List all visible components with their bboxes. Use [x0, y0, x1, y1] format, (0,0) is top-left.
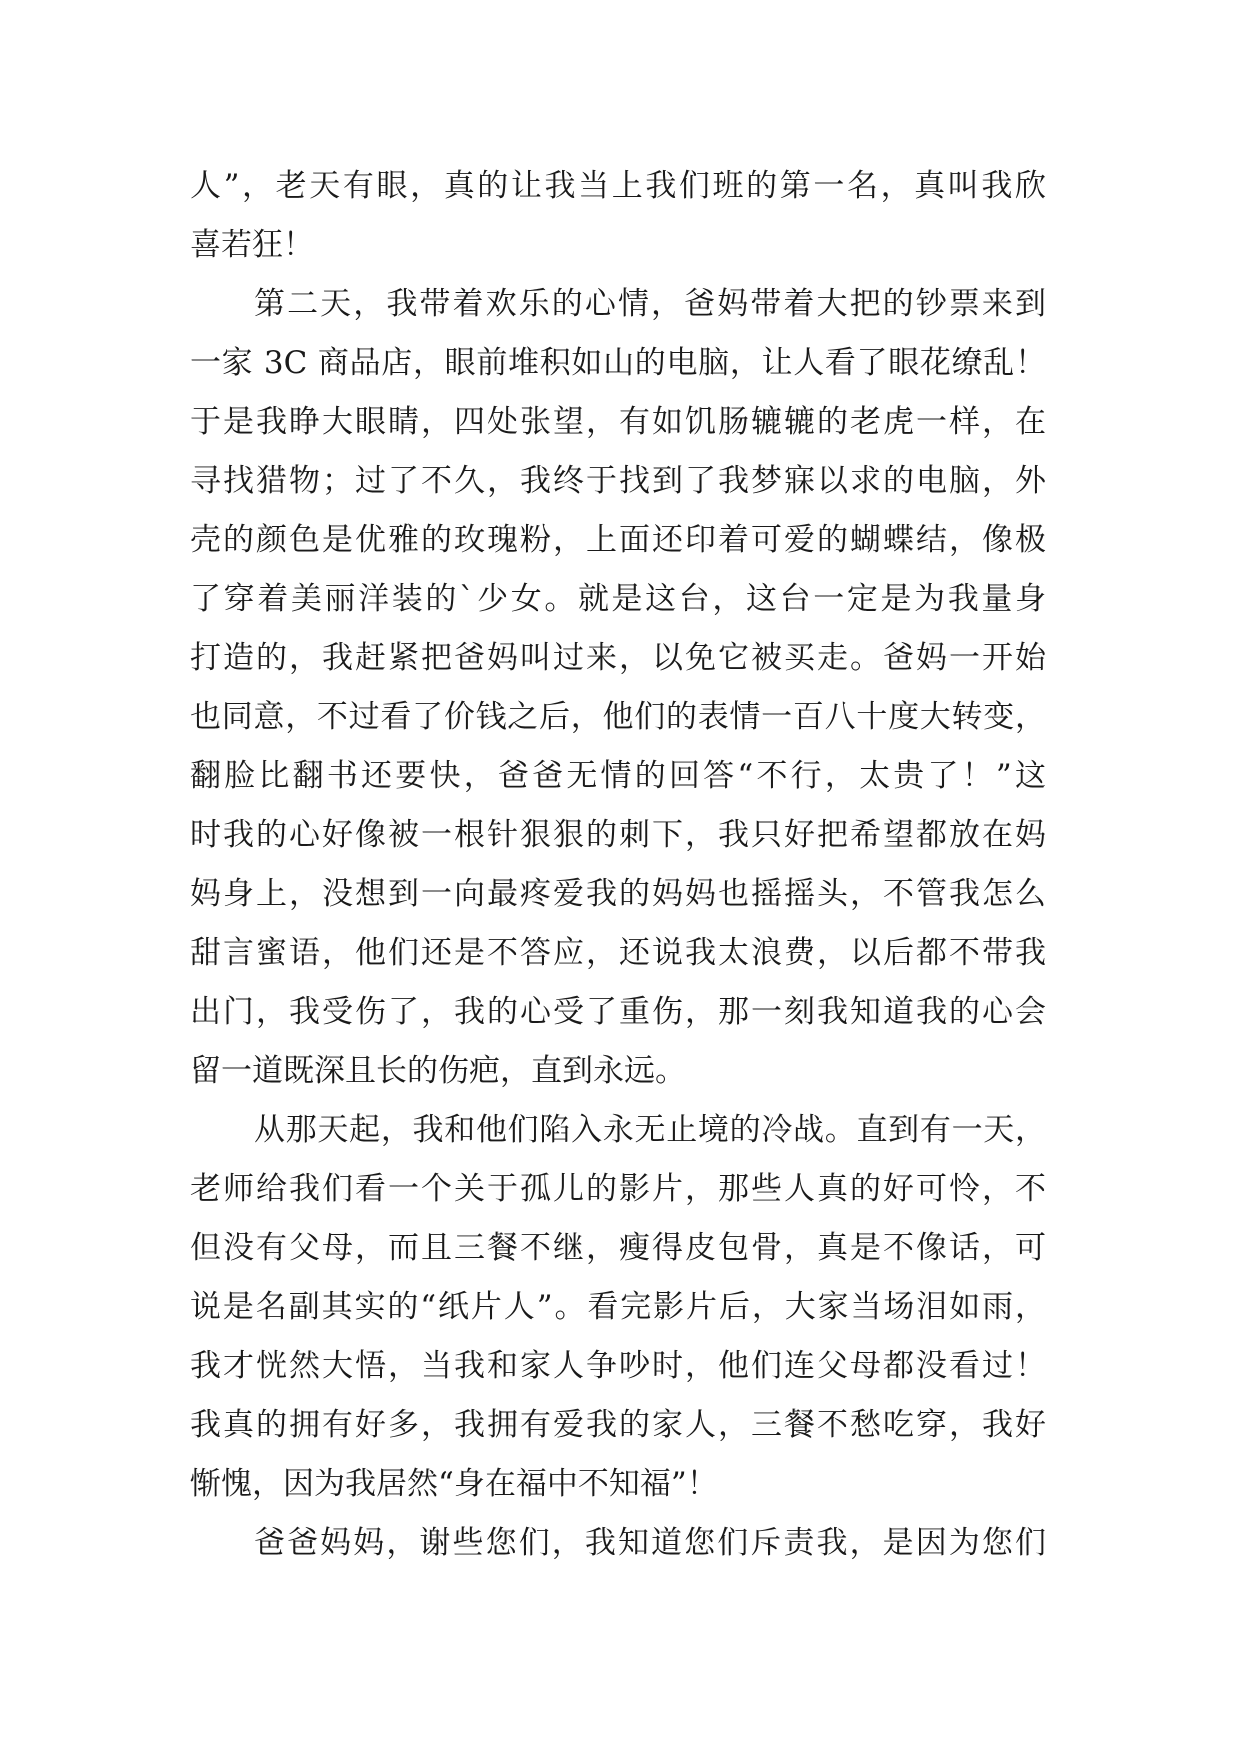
text-line: 壳的颜色是优雅的玫瑰粉，上面还印着可爱的蝴蝶结，像极: [190, 522, 1046, 558]
text-line: 留一道既深且长的伤疤，直到永远。: [190, 1053, 686, 1089]
paragraph: [190, 1101, 1046, 1514]
paragraph: [190, 157, 1046, 275]
text-line: 但没有父母，而且三餐不继，瘦得皮包骨，真是不像话，可: [190, 1230, 1046, 1266]
text-line: 人”，老天有眼，真的让我当上我们班的第一名，真叫我欣: [190, 168, 1046, 204]
text-line: 寻找猎物；过了不久，我终于找到了我梦寐以求的电脑，外: [190, 463, 1046, 499]
text-line: 出门，我受伤了，我的心受了重伤，那一刻我知道我的心会: [190, 994, 1046, 1030]
text-line: 说是名副其实的“纸片人”。看完影片后，大家当场泪如雨，: [190, 1289, 1046, 1325]
text-line: 翻脸比翻书还要快，爸爸无情的回答“不行，太贵了！”这: [190, 758, 1046, 794]
document-body: [190, 157, 1046, 1573]
text-line: 我真的拥有好多，我拥有爱我的家人，三餐不愁吃穿，我好: [190, 1407, 1046, 1443]
text-line: 一家 3C 商品店，眼前堆积如山的电脑，让人看了眼花缭乱！: [190, 345, 1046, 381]
text-line: 从那天起，我和他们陷入永无止境的冷战。直到有一天，: [254, 1112, 1046, 1148]
text-line: 于是我睁大眼睛，四处张望，有如饥肠辘辘的老虎一样，在: [190, 404, 1046, 440]
text-line: 也同意，不过看了价钱之后，他们的表情一百八十度大转变，: [190, 699, 1046, 735]
paragraph: [190, 275, 1046, 1101]
text-line: 甜言蜜语，他们还是不答应，还说我太浪费，以后都不带我: [190, 935, 1046, 971]
text-line: 时我的心好像被一根针狠狠的刺下，我只好把希望都放在妈: [190, 817, 1046, 853]
text-line: 我才恍然大悟，当我和家人争吵时，他们连父母都没看过！: [190, 1348, 1046, 1384]
paragraph: [190, 1514, 1046, 1573]
text-line: 喜若狂！: [190, 227, 314, 263]
text-line: 惭愧，因为我居然“身在福中不知福”！: [190, 1466, 718, 1502]
text-line: 第二天，我带着欢乐的心情，爸妈带着大把的钞票来到: [254, 286, 1046, 322]
text-line: 了穿着美丽洋装的`少女。就是这台，这台一定是为我量身: [190, 581, 1046, 617]
text-line: 爸爸妈妈，谢些您们，我知道您们斥责我，是因为您们: [254, 1525, 1046, 1561]
text-line: 打造的，我赶紧把爸妈叫过来，以免它被买走。爸妈一开始: [190, 640, 1046, 676]
text-line: 妈身上，没想到一向最疼爱我的妈妈也摇摇头，不管我怎么: [190, 876, 1046, 912]
text-line: 老师给我们看一个关于孤儿的影片，那些人真的好可怜，不: [190, 1171, 1046, 1207]
